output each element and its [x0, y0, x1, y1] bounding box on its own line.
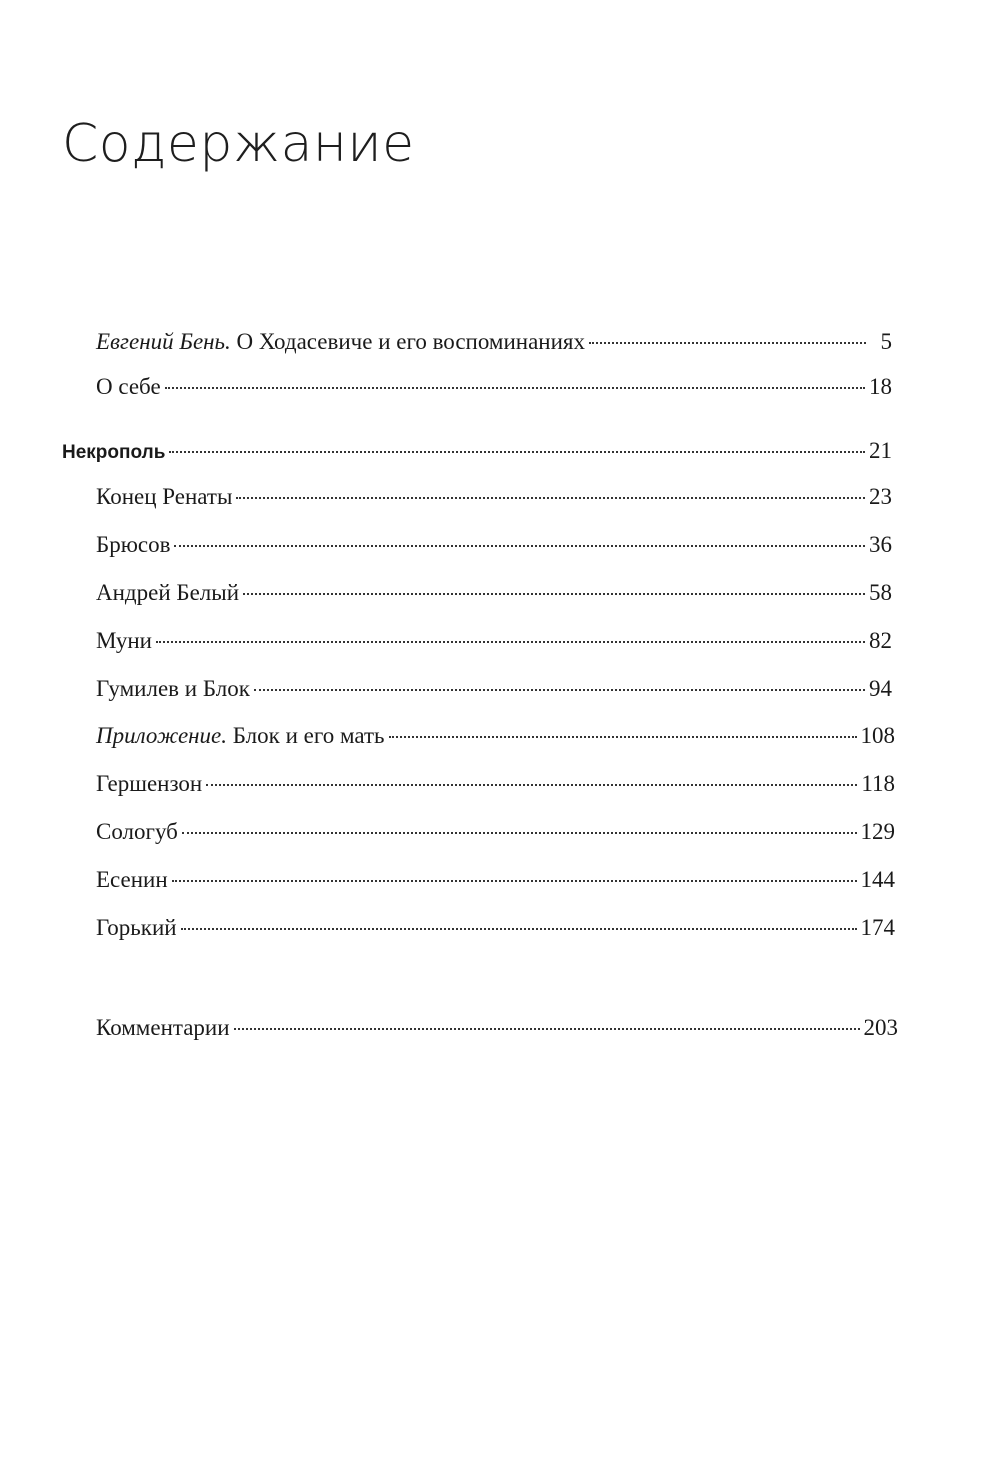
dot-leader [589, 342, 866, 344]
toc-page-number: 118 [861, 771, 895, 796]
dot-leader [165, 387, 865, 389]
toc-entry-title: Приложение. Блок и его мать [96, 723, 385, 748]
dot-leader [174, 545, 865, 547]
dot-leader [156, 641, 865, 643]
toc-entry-essay-ben [0, 325, 892, 359]
toc-entry-title: Горький [96, 915, 177, 940]
toc-entry-title: Комментарии [96, 1015, 230, 1040]
toc-entry-prilozhenie [0, 719, 895, 753]
toc-entry-andrey-bely [0, 576, 892, 610]
dot-leader [389, 736, 857, 738]
toc-page-number: 174 [860, 915, 895, 940]
toc-entry-gumilev-i-blok [0, 672, 892, 706]
toc-page-number: 36 [869, 532, 892, 557]
toc-page-number: 58 [869, 580, 892, 605]
dot-leader [181, 928, 857, 930]
toc-entry-gershenzon [0, 767, 895, 801]
toc-section-title: Некрополь [62, 442, 166, 463]
toc-entry-title: Конец Ренаты [96, 484, 233, 509]
toc-entry-o-sebe [0, 370, 892, 404]
dot-leader [172, 880, 857, 882]
toc-entry-title: Муни [96, 628, 152, 653]
dot-leader [236, 497, 865, 499]
toc-entry-title: Есенин [96, 867, 168, 892]
toc-page-number: 23 [869, 484, 892, 509]
toc-section-nekropol [0, 434, 892, 468]
toc-entry-esenin [0, 863, 895, 897]
toc-page-number: 18 [869, 374, 892, 399]
dot-leader [206, 784, 857, 786]
toc-entry-sologub [0, 815, 895, 849]
toc-entry-gorky [0, 911, 895, 945]
toc-entry-title: Евгений Бень. О Ходасевиче и его воспоминаниях [96, 329, 586, 354]
toc-entry-konets-renaty [0, 480, 892, 514]
toc-page-number: 129 [860, 819, 895, 844]
toc-entry-muni [0, 624, 892, 658]
dot-leader [234, 1028, 860, 1030]
dot-leader [243, 593, 865, 595]
toc-entry-title: Андрей Белый [96, 580, 240, 605]
toc-entry-italic-prefix: Приложение. [96, 723, 228, 748]
dot-leader [169, 451, 865, 453]
toc-page-number: 5 [880, 329, 892, 354]
dot-leader [182, 832, 857, 834]
toc-entry-title: Сологуб [96, 819, 178, 844]
toc-page-number: 82 [869, 628, 892, 653]
toc-entry-title: Гершензон [96, 771, 203, 796]
toc-entry-author: Евгений Бень. [96, 329, 231, 354]
toc-page-number: 144 [860, 867, 895, 892]
toc-page-number: 108 [860, 723, 895, 748]
toc-entry-title: Брюсов [96, 532, 171, 557]
page-title: Содержание [62, 114, 415, 174]
toc-page-number: 94 [869, 676, 892, 701]
toc-page-number: 21 [869, 438, 892, 463]
toc-page-number: 203 [863, 1015, 898, 1040]
toc-entry-bryusov [0, 528, 892, 562]
dot-leader [254, 689, 865, 691]
toc-entry-title: О себе [96, 374, 161, 399]
toc-entry-title: Гумилев и Блок [96, 676, 250, 701]
toc-entry-kommentarii [0, 1011, 898, 1045]
